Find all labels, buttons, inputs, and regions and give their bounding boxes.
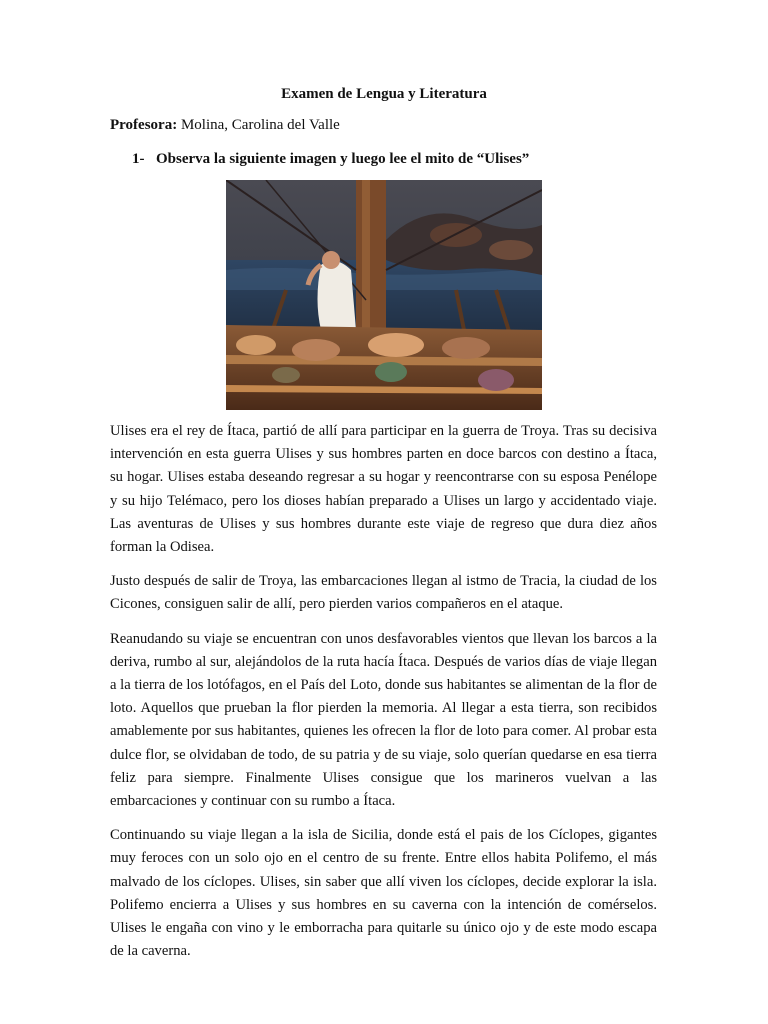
painting-illustration [226, 180, 542, 410]
paragraph: Continuando su viaje llegan a la isla de Sicilia, donde está el pais de los Cíclopes, gigantes muy feroces con un solo ojo en el centro de su frente. Entre ellos habita Polifemo, el más malvado de los cíclopes. Ulises, sin saber que allí viven los cíclopes, decide explorar la isla. Polifemo encierra a Ulises y sus hombres en su caverna con la intención de comérselos. Ulises le engaña con vino y le emborracha para quitarle su único ojo y de este modo escapa de la caverna. [110, 827, 657, 960]
teacher-line [110, 117, 340, 134]
question-number: 1- [132, 151, 145, 167]
body-text [110, 420, 657, 974]
paragraph: Justo después de salir de Troya, las embarcaciones llegan al istmo de Tracia, la ciudad de los Cicones, consiguen salir de allí, pero pierden varios compañeros en el ataque. [110, 573, 657, 613]
paragraph: Reanudando su viaje se encuentran con unos desfavorables vientos que llevan los barcos a la deriva, rumbo al sur, alejándolos de la ruta hacía Ítaca. Después de varios días de viaje llegan a la tierra de los lotófagos, en el País del Loto, donde sus habitantes se alimentan de la flor de loto. Aquellos que prueban la flor pierden la memoria. Al llegar a esta tierra, son recibidos amablemente por sus habitantes, quienes les ofrecen la flor de loto para comer. Al probar esta dulce flor, se olvidaban de todo, de su patria y de su viaje, solo querían quedarse en esa tierra feliz para siempre. Finalmente Ulises consigue que los marineros vuelvan a las embarcaciones y continuar con su rumbo a Ítaca. [110, 630, 657, 810]
paragraph: Ulises era el rey de Ítaca, partió de allí para participar en la guerra de Troya. Tras su decisiva intervención en esta guerra Ulises y sus hombres parten en doce barcos con destino a Ítaca, su hogar. Ulises estaba deseando regresar a su hogar y reencontrarse con su esposa Penélope y su hijo Telémaco, pero los dioses habían preparado a Ulises un largo y accidentado viaje. Las aventuras de Ulises y sus hombres durante este viaje de regreso que dura diez años forman la Odisea. [110, 423, 657, 556]
ulysses-painting-image [226, 180, 542, 410]
page-title: Examen de Lengua y Literatura [281, 86, 487, 102]
teacher-name: Molina, Carolina del Valle [177, 117, 340, 133]
question-1 [132, 151, 529, 168]
teacher-label: Profesora: [110, 117, 178, 133]
question-text: Observa la siguiente imagen y luego lee el mito de “Ulises” [156, 151, 530, 167]
